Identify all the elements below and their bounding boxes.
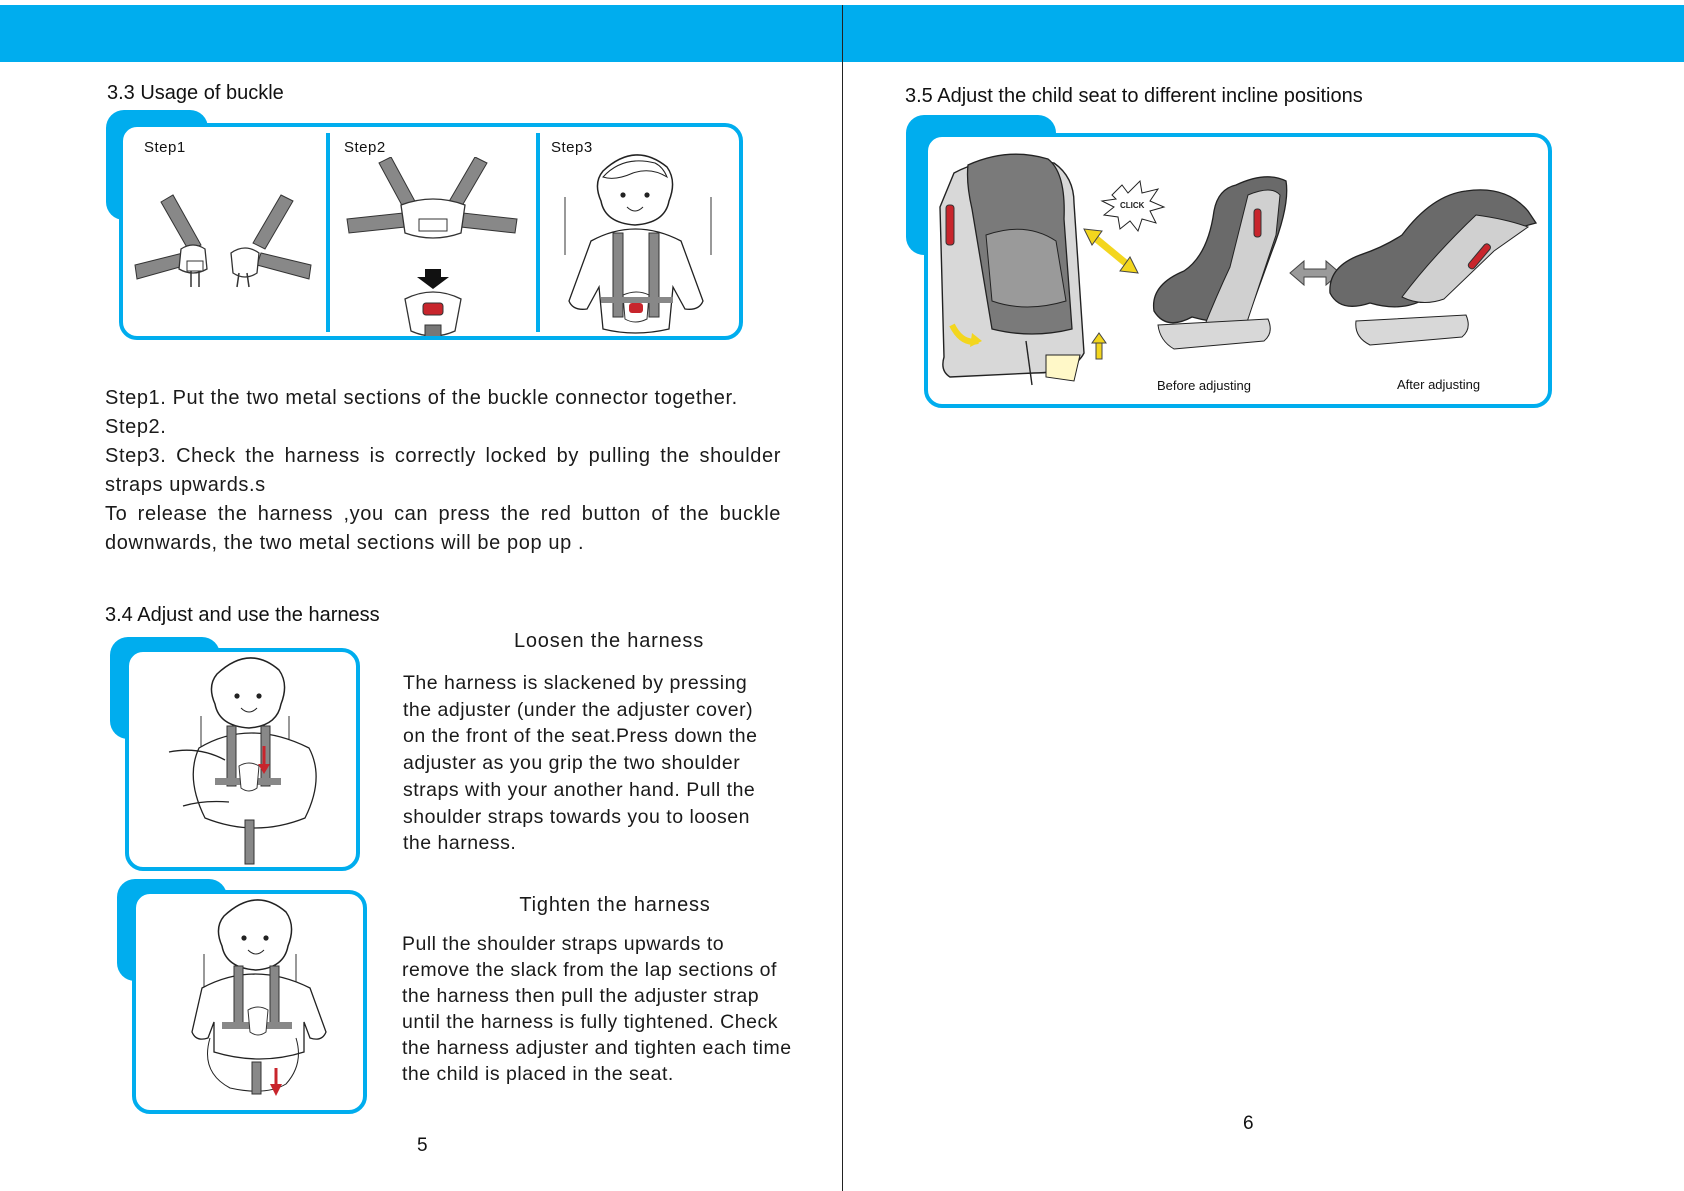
page-number-right: 6 xyxy=(1243,1113,1254,1134)
incline-illustration xyxy=(936,145,1548,405)
buckle-steps-panel xyxy=(119,123,743,340)
page-number-left: 5 xyxy=(417,1135,428,1156)
tighten-illustration xyxy=(146,898,361,1110)
step3-illustration xyxy=(551,145,729,335)
page-divider xyxy=(842,5,843,1191)
release-text: To release the harness ,you can press the red button of the buckle downwards, the two metal sections will be pop up . xyxy=(105,503,781,554)
section-3-4-heading: 3.4 Adjust and use the harness xyxy=(105,604,380,626)
step2-text: Step2. xyxy=(105,416,167,438)
tighten-title: Tighten the harness xyxy=(519,894,711,916)
step1-text: Step1. Put the two metal sections of the buckle connector together. xyxy=(105,387,738,409)
section-3-5-heading: 3.5 Adjust the child seat to different incline positions xyxy=(905,85,1363,107)
incline-illustration-panel xyxy=(924,133,1552,408)
section-3-3-heading: 3.3 Usage of buckle xyxy=(107,82,284,104)
loosen-illustration-panel xyxy=(125,648,360,871)
step1-illustration xyxy=(131,187,316,307)
step1-label: Step1 xyxy=(144,139,186,156)
header-band-left xyxy=(0,5,842,62)
step2-illustration xyxy=(345,157,520,339)
step3-text: Step3. Check the harness is correctly locked by pulling the shoulder straps upwards.s xyxy=(105,445,781,496)
step3-label: Step3 xyxy=(551,139,593,156)
step2-label: Step2 xyxy=(344,139,386,156)
caption-before: Before adjusting xyxy=(1157,378,1251,393)
section-3-3-text xyxy=(105,384,781,558)
tighten-illustration-panel xyxy=(132,890,367,1114)
step-separator xyxy=(326,133,330,332)
loosen-illustration xyxy=(139,656,354,868)
tighten-body: Pull the shoulder straps upwards to remove the slack from the lap sections of the harness then pull the adjuster strap until the harness is fully tightened. Check the harness adjuster and tighten each time the child is placed in the seat. xyxy=(402,933,792,1085)
caption-after: After adjusting xyxy=(1397,377,1481,392)
loosen-title: Loosen the harness xyxy=(513,630,705,652)
click-label: CLICK xyxy=(1120,201,1145,210)
loosen-body: The harness is slackened by pressing the adjuster (under the adjuster cover) on the front of the seat.Press down the adjuster as you grip the two shoulder straps with your another hand. Pull the shoulder straps towards you to loosen the harness. xyxy=(403,672,758,855)
step-separator xyxy=(536,133,540,332)
header-band-right xyxy=(843,5,1684,62)
